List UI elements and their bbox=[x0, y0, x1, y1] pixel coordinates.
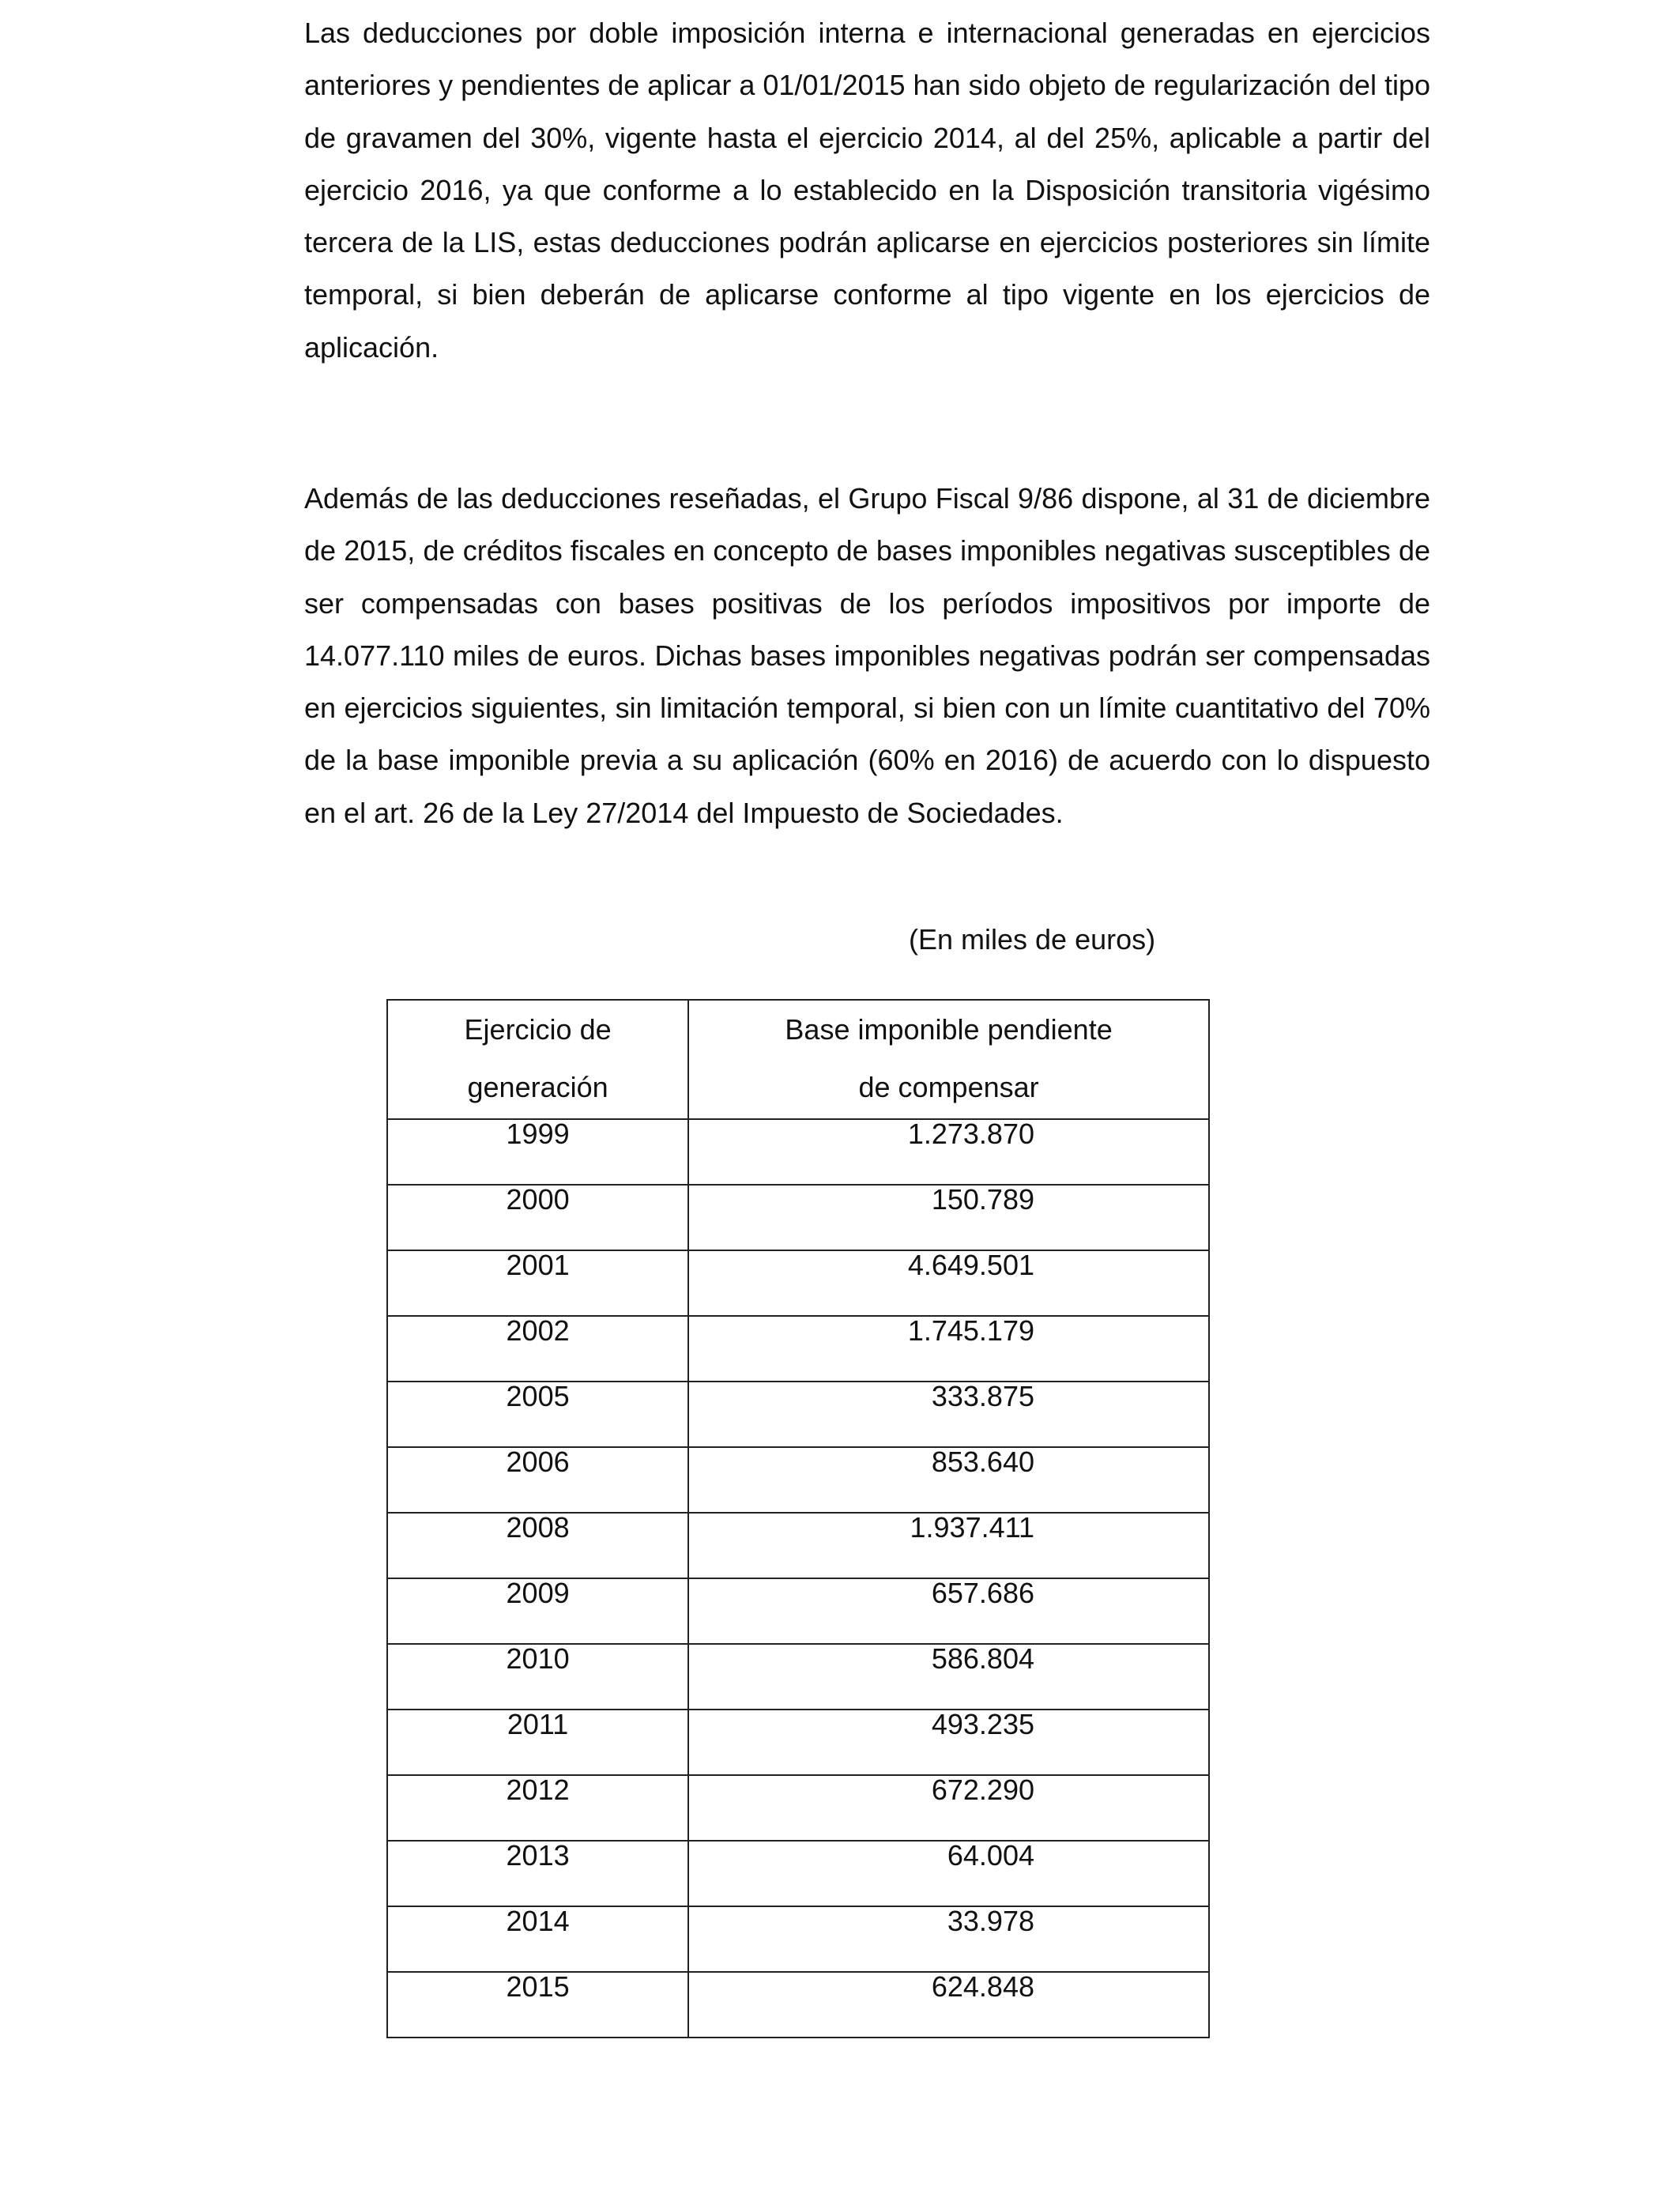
cell-amount: 586.804 bbox=[688, 1644, 1209, 1710]
cell-year: 2002 bbox=[387, 1316, 688, 1382]
table-row bbox=[387, 1185, 1209, 1250]
cell-year: 2012 bbox=[387, 1775, 688, 1841]
cell-amount: 150.789 bbox=[688, 1185, 1209, 1250]
table-row bbox=[387, 1972, 1209, 2038]
cell-year: 2001 bbox=[387, 1250, 688, 1316]
cell-amount: 672.290 bbox=[688, 1775, 1209, 1841]
cell-year: 2009 bbox=[387, 1578, 688, 1644]
units-note: (En miles de euros) bbox=[909, 923, 1156, 956]
cell-amount: 1.745.179 bbox=[688, 1316, 1209, 1382]
cell-amount: 33.978 bbox=[688, 1906, 1209, 1972]
table-row bbox=[387, 1578, 1209, 1644]
tax-loss-table bbox=[386, 999, 1210, 2038]
cell-year: 2010 bbox=[387, 1644, 688, 1710]
table-body bbox=[387, 1119, 1209, 2038]
table-row bbox=[387, 1906, 1209, 1972]
header-ejercicio bbox=[387, 1000, 688, 1119]
cell-amount: 64.004 bbox=[688, 1841, 1209, 1906]
header-base-imponible-line2: de compensar bbox=[858, 1071, 1039, 1103]
cell-amount: 624.848 bbox=[688, 1972, 1209, 2038]
header-base-imponible-line1: Base imponible pendiente bbox=[785, 1013, 1113, 1046]
cell-amount: 853.640 bbox=[688, 1447, 1209, 1513]
header-ejercicio-line2: generación bbox=[467, 1071, 608, 1103]
cell-year: 2000 bbox=[387, 1185, 688, 1250]
cell-amount: 657.686 bbox=[688, 1578, 1209, 1644]
table-row bbox=[387, 1447, 1209, 1513]
cell-year: 1999 bbox=[387, 1119, 688, 1185]
header-ejercicio-line1: Ejercicio de bbox=[464, 1013, 612, 1046]
cell-year: 2015 bbox=[387, 1972, 688, 2038]
table-row bbox=[387, 1382, 1209, 1447]
table-row bbox=[387, 1119, 1209, 1185]
cell-year: 2013 bbox=[387, 1841, 688, 1906]
cell-year: 2014 bbox=[387, 1906, 688, 1972]
table-row bbox=[387, 1316, 1209, 1382]
table-row bbox=[387, 1710, 1209, 1775]
paragraph-deducciones: Las deducciones por doble imposición interna e internacional generadas en ejercicios anteriores y pendientes de aplicar a 01/01/2015 han sido objeto de regularización del tipo de gravamen del 30%, vigente hasta el ejercicio 2014, al del 25%, aplicable a partir del ejercicio 2016, ya que conforme a lo establecido en la Disposición transitoria vigésimo tercera de la LIS, estas deducciones podrán aplicarse en ejercicios posteriores sin límite temporal, si bien deberán de aplicarse conforme al tipo vigente en los ejercicios de aplicación. bbox=[304, 17, 1430, 364]
table-row bbox=[387, 1775, 1209, 1841]
cell-amount: 4.649.501 bbox=[688, 1250, 1209, 1316]
cell-year: 2005 bbox=[387, 1382, 688, 1447]
table-row bbox=[387, 1644, 1209, 1710]
table-row bbox=[387, 1250, 1209, 1316]
paragraph-bases-imponibles: Además de las deducciones reseñadas, el Grupo Fiscal 9/86 dispone, al 31 de diciembre de 2015, de créditos fiscales en concepto de bases imponibles negativas susceptibles de ser compensadas con bases positivas de los períodos impositivos por importe de 14.077.110 miles de euros. Dichas bases imponibles negativas podrán ser compensadas en ejercicios siguientes, sin limitación temporal, si bien con un límite cuantitativo del 70% de la base imponible previa a su aplicación (60% en 2016) de acuerdo con lo dispuesto en el art. 26 de la Ley 27/2014 del Impuesto de Sociedades. bbox=[304, 482, 1430, 829]
cell-amount: 333.875 bbox=[688, 1382, 1209, 1447]
table-header-row bbox=[387, 1000, 1209, 1119]
cell-amount: 493.235 bbox=[688, 1710, 1209, 1775]
cell-amount: 1.273.870 bbox=[688, 1119, 1209, 1185]
cell-year: 2008 bbox=[387, 1513, 688, 1578]
cell-amount: 1.937.411 bbox=[688, 1513, 1209, 1578]
cell-year: 2006 bbox=[387, 1447, 688, 1513]
table-row bbox=[387, 1841, 1209, 1906]
table-row bbox=[387, 1513, 1209, 1578]
header-base-imponible bbox=[688, 1000, 1209, 1119]
cell-year: 2011 bbox=[387, 1710, 688, 1775]
